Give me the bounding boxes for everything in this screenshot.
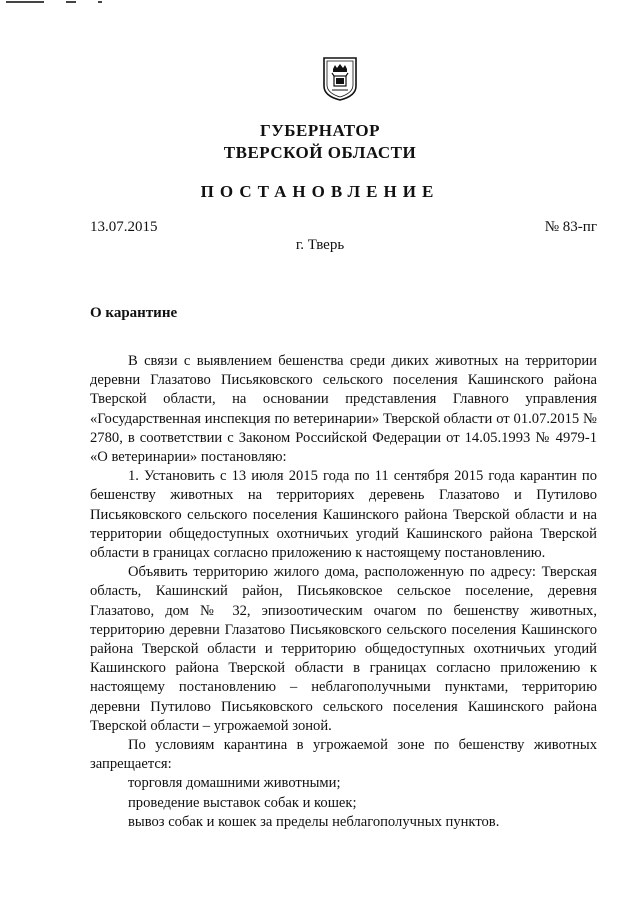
- issuer-title: ГУБЕРНАТОР: [260, 121, 380, 140]
- coat-of-arms-icon: [322, 56, 358, 102]
- restrictions-intro: По условиям карантина в угрожаемой зоне по бешенству животных запрещается:: [90, 737, 597, 773]
- preamble-paragraph: В связи с выявлением бешенства среди диких животных на территории деревни Глазатово Письяковского сельского поселения Кашинского района Тверской области, на основании представления Главного управления «Государственная инспекция по ветеринарии» Тверской области от 01.07.2015 № 2780, в соответствии с Законом Российской Федерации от 14.05.1993 № 4979-1 «О ветеринарии» постановляю:: [90, 353, 597, 466]
- clause-1-paragraph: 1. Установить с 13 июля 2015 года по 11 сентября 2015 года карантин по бешенству животных на территориях деревень Глазатово и Путилово Письяковского сельского поселения Кашинского района Тверской области и на территории общедоступных охотничьих угодий Кашинского района Тверской области в границах согласно приложению к настоящему постановлению.: [90, 468, 597, 562]
- document-type: ПОСТАНОВЛЕНИЕ: [200, 182, 440, 201]
- document-number: № 83-пг: [544, 219, 597, 235]
- document-city: г. Тверь: [295, 237, 345, 253]
- document-subject: О карантине: [90, 305, 178, 321]
- restriction-item: вывоз собак и кошек за пределы неблагополучных пунктов.: [128, 813, 500, 830]
- document-date: 13.07.2015: [90, 219, 158, 235]
- document-body: [90, 352, 597, 832]
- outbreak-paragraph: Объявить территорию жилого дома, расположенную по адресу: Тверская область, Кашинский район, Письяковское сельское поселение, деревня Глазатово, дом № 32, эпизоотическим очагом по бешенству животных, территорию деревни Глазатово Письяковского сельского поселения Кашинского района Тверской области и территорию общедоступных охотничьих угодий Кашинского района Тверской области в границах согласно приложению к настоящему постановлению – неблагополучными пунктами, территорию деревни Путилово Письяковского сельского поселения Кашинского района Тверской области – угрожаемой зоной.: [90, 564, 597, 734]
- scan-edge-marks: [0, 0, 120, 4]
- restriction-item: проведение выставок собак и кошек;: [128, 794, 357, 811]
- restriction-item: торговля домашними животными;: [128, 775, 341, 792]
- issuer-region: ТВЕРСКОЙ ОБЛАСТИ: [223, 143, 417, 162]
